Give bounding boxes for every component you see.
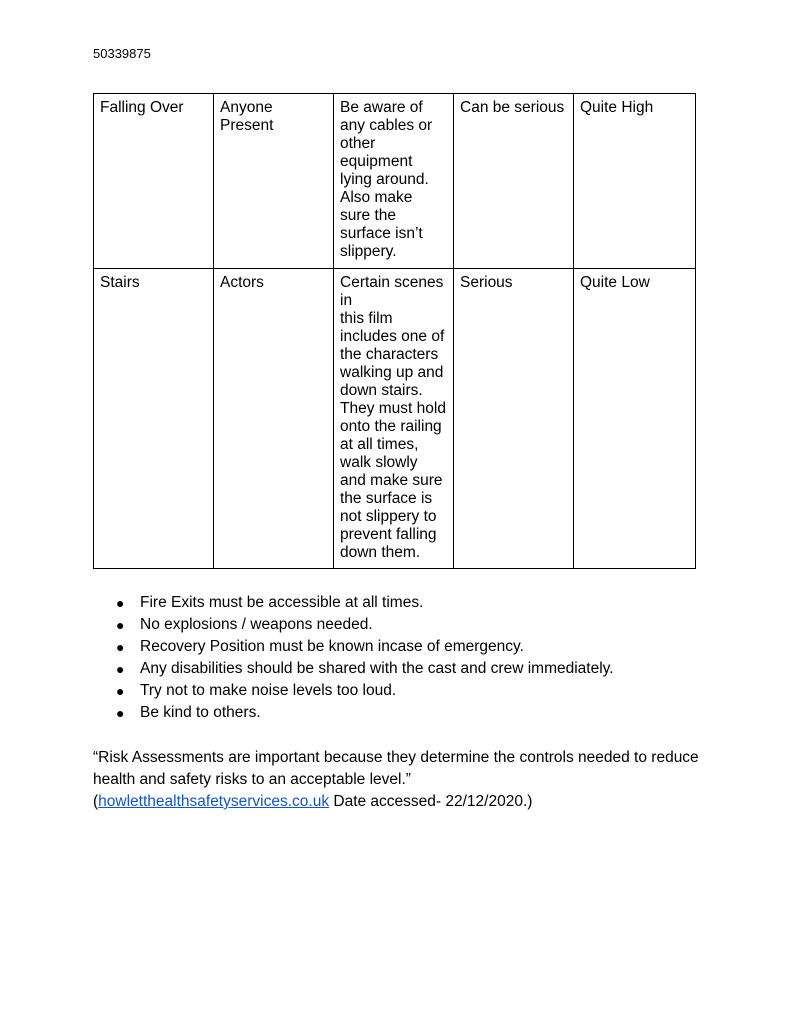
- bullet-icon: ●: [116, 661, 125, 677]
- control-line: not slippery to: [340, 508, 437, 525]
- list-item: [93, 636, 614, 658]
- control-line: Be aware of: [340, 99, 423, 116]
- safety-rules-list: [93, 592, 614, 724]
- list-item: [93, 702, 614, 724]
- control-line: the surface is: [340, 490, 433, 507]
- control-cell: [334, 94, 454, 269]
- control-line: in: [340, 292, 353, 309]
- bullet-icon: ●: [116, 705, 125, 721]
- control-line: other: [340, 135, 376, 152]
- list-item-text: Recovery Position must be known incase of emergency.: [140, 638, 524, 655]
- control-line: slippery.: [340, 243, 397, 260]
- control-line: down them.: [340, 544, 421, 561]
- list-item: [93, 614, 614, 636]
- control-line: onto the railing: [340, 418, 442, 435]
- who-cell: Anyone Present: [214, 94, 334, 269]
- hazard-cell: Falling Over: [94, 94, 214, 269]
- citation-date: Date accessed- 22/12/2020.): [329, 793, 533, 810]
- list-item-text: Fire Exits must be accessible at all times.: [140, 594, 424, 611]
- table-row: [94, 269, 696, 569]
- bullet-icon: ●: [116, 595, 125, 611]
- control-line: walking up and: [340, 364, 444, 381]
- control-line: prevent falling: [340, 526, 437, 543]
- source-link[interactable]: howletthealthsafetyservices.co.uk: [98, 793, 330, 810]
- control-line: this film: [340, 310, 393, 327]
- bullet-icon: ●: [116, 639, 125, 655]
- control-line: Certain scenes: [340, 274, 444, 291]
- quote-text: “Risk Assessments are important because they determine the controls needed to reduce health and safety risks to an acceptable level.”: [93, 749, 699, 788]
- list-item-text: Be kind to others.: [140, 704, 261, 721]
- control-line: Also make: [340, 189, 413, 206]
- who-cell: Actors: [214, 269, 334, 569]
- list-item-text: Try not to make noise levels too loud.: [140, 682, 397, 699]
- hazard-cell: Stairs: [94, 269, 214, 569]
- likelihood-cell: Quite Low: [574, 269, 696, 569]
- quote-paragraph: [93, 747, 713, 813]
- citation-open-paren: (: [93, 793, 99, 810]
- control-line: surface isn’t: [340, 225, 423, 242]
- control-line: down stairs.: [340, 382, 423, 399]
- bullet-icon: ●: [116, 617, 125, 633]
- list-item: [93, 680, 614, 702]
- risk-assessment-table: [93, 93, 696, 569]
- severity-cell: Can be serious: [454, 94, 574, 269]
- control-line: any cables or: [340, 117, 433, 134]
- control-line: includes one of: [340, 328, 445, 345]
- document-id: 50339875: [93, 46, 151, 61]
- control-line: lying around.: [340, 171, 429, 188]
- control-line: and make sure: [340, 472, 443, 489]
- control-line: at all times,: [340, 436, 419, 453]
- control-line: sure the: [340, 207, 397, 224]
- list-item-text: Any disabilities should be shared with the cast and crew immediately.: [140, 660, 614, 677]
- bullet-icon: ●: [116, 683, 125, 699]
- control-line: equipment: [340, 153, 413, 170]
- list-item-text: No explosions / weapons needed.: [140, 616, 373, 633]
- control-line: They must hold: [340, 400, 446, 417]
- control-cell: [334, 269, 454, 569]
- control-line: the characters: [340, 346, 439, 363]
- list-item: [93, 658, 614, 680]
- table-row: [94, 94, 696, 269]
- severity-cell: Serious: [454, 269, 574, 569]
- list-item: [93, 592, 614, 614]
- control-line: walk slowly: [340, 454, 418, 471]
- likelihood-cell: Quite High: [574, 94, 696, 269]
